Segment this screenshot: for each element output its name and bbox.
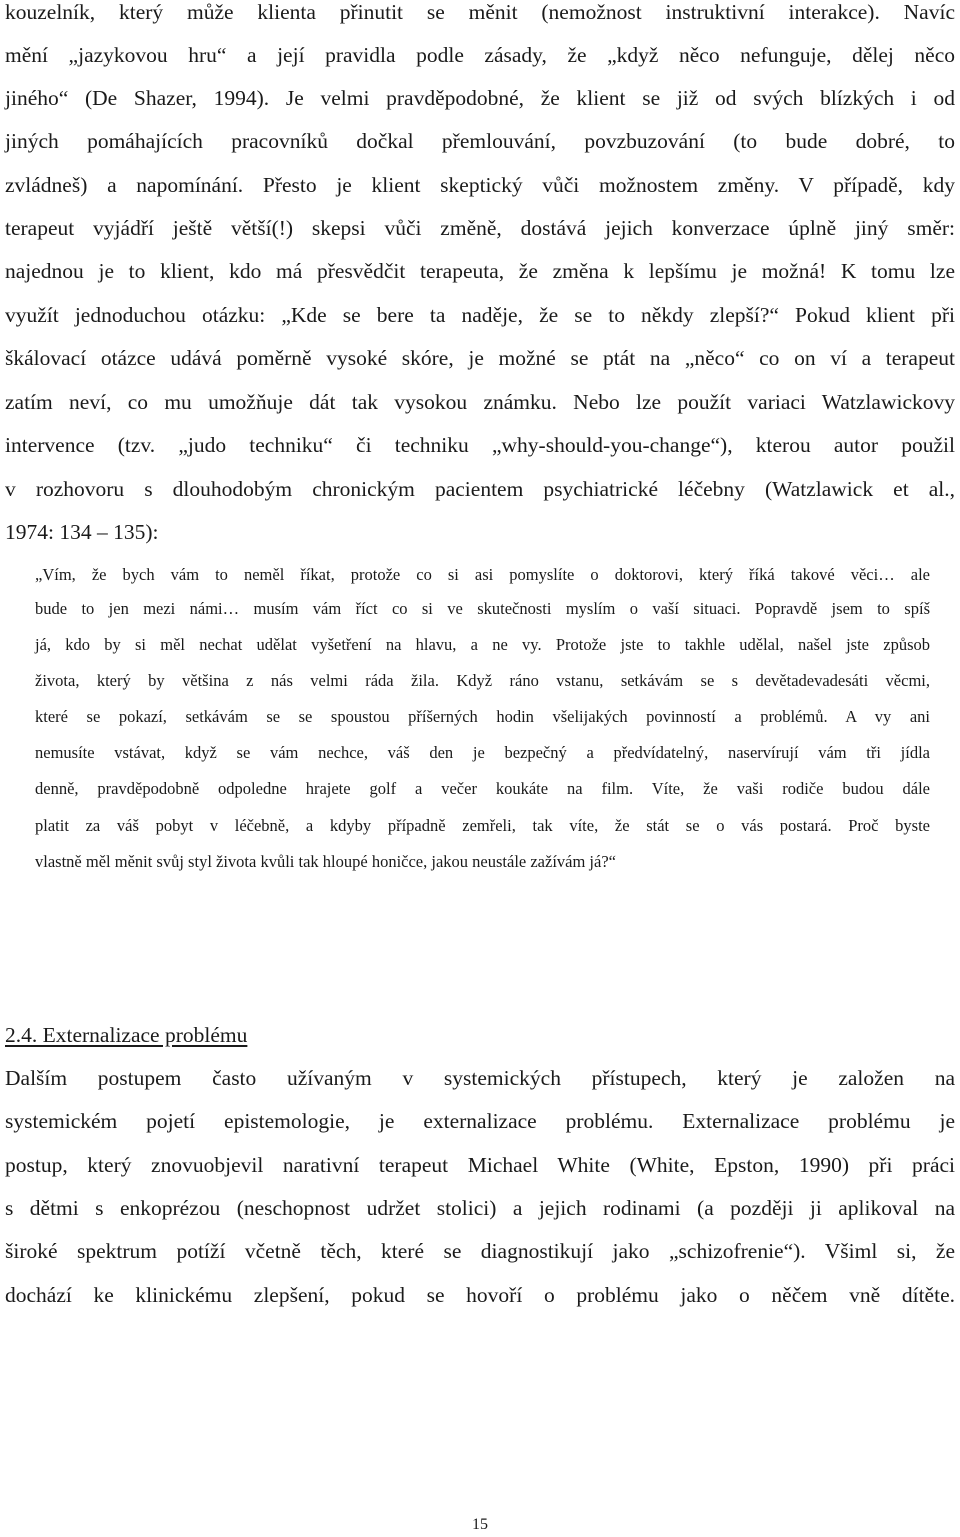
text-line: najednou je to klient, kdo má přesvědčit terapeuta, že změna k lepšímu je možná! K tomu lze (5, 259, 955, 283)
quote-line: já, kdo by si měl nechat udělat vyšetření na hlavu, a ne vy. Protože jste to takhle udělal, našel jste způsob (35, 635, 930, 654)
quote-line: denně, pravděpodobně odpoledne hrajete golf a večer koukáte na film. Víte, že vaši rodiče budou dále (35, 779, 930, 798)
text-line: postup, který znovuobjevil narativní terapeut Michael White (White, Epston, 1990) při práci (5, 1153, 955, 1177)
quote-line: platit za váš pobyt v léčebně, a kdyby případně zemřeli, tak víte, že stát se o vás postará. Proč byste (35, 816, 930, 835)
text-line: dochází ke klinickému zlepšení, pokud se hovoří o problému jako o něčem vně dítěte. (5, 1283, 955, 1307)
text-line: systemickém pojetí epistemologie, je externalizace problému. Externalizace problému je (5, 1109, 955, 1133)
quote-line: bude to jen mezi námi… musím vám říct co si ve skutečnosti myslím o vaší situaci. Popravdě jsem to spíš (35, 599, 930, 618)
text-line: mění „jazykovou hru“ a její pravidla podle zásady, že „když něco nefunguje, dělej něco (5, 43, 955, 67)
quote-line: které se pokazí, setkávám se se spoustou příšerných hodin všelijakých povinností a problémů. A vy ani (35, 707, 930, 726)
text-line: terapeut vyjádří ještě větší(!) skepsi vůči změně, dostává jejich konverzace úplně jiný směr: (5, 216, 955, 240)
text-line: s dětmi s enkoprézou (neschopnost udržet stolici) a jejich rodinami (a později ji aplikoval na (5, 1196, 955, 1220)
text-line: zvládneš) a napomínání. Přesto je klient skeptický vůči možnostem změny. V případě, kdy (5, 173, 955, 197)
quote-line: života, který by většina z nás velmi ráda žila. Když ráno vstanu, setkávám se s devětadevadesáti věcmi, (35, 671, 930, 690)
quote-line: „Vím, že bych vám to neměl říkat, protože co si asi pomyslíte o doktorovi, který říká takové věci… ale (35, 565, 930, 584)
quote-line: nemusíte vstávat, když se vám nechce, váš den je bezpečný a předvídatelný, naservírují vám tři jídla (35, 743, 930, 762)
quote-line: vlastně měl měnit svůj styl života kvůli tak hloupé honičce, jakou neustále zažívám já?“ (35, 852, 616, 871)
text-line: jiného“ (De Shazer, 1994). Je velmi pravděpodobné, že klient se již od svých blízkých i od (5, 86, 955, 110)
text-line: jiných pomáhajících pracovníků dočkal přemlouvání, povzbuzování (to bude dobré, to (5, 129, 955, 153)
text-line: kouzelník, který může klienta přinutit se měnit (nemožnost instruktivní interakce). Navíc (5, 0, 955, 24)
text-line: 1974: 134 – 135): (5, 520, 159, 544)
text-line: intervence (tzv. „judo techniku“ či techniku „why-should-you-change“), kterou autor použil (5, 433, 955, 457)
text-line: zatím neví, co mu umožňuje dát tak vysokou známku. Nebo lze použít variaci Watzlawickovy (5, 390, 955, 414)
text-line: široké spektrum potíží včetně těch, které se diagnostikují jako „schizofrenie“). Všiml si, že (5, 1239, 955, 1263)
text-line: v rozhovoru s dlouhodobým chronickým pacientem psychiatrické léčebny (Watzlawick et al., (5, 477, 955, 501)
page-number: 15 (472, 1516, 488, 1533)
text-line: Dalším postupem často užívaným v systemických přístupech, který je založen na (5, 1066, 955, 1090)
text-line: využít jednoduchou otázku: „Kde se bere ta naděje, že se to někdy zlepší?“ Pokud klient při (5, 303, 955, 327)
text-line: škálovací otázce udává poměrně vysoké skóre, je možné se ptát na „něco“ co on ví a terapeut (5, 346, 955, 370)
section-heading: 2.4. Externalizace problému (5, 1023, 248, 1047)
